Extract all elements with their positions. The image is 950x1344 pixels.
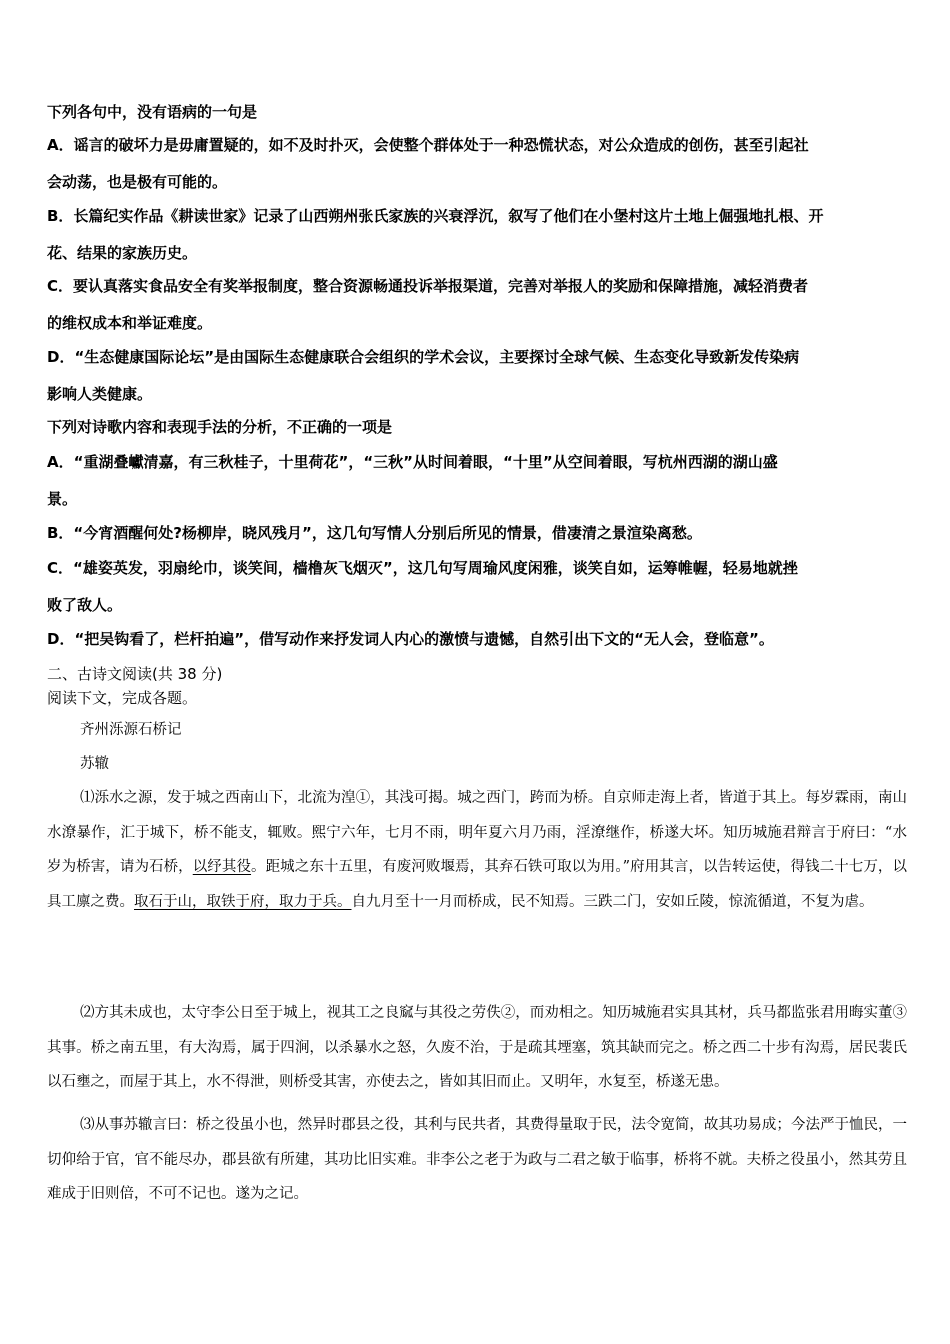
q1-option-b-line-1: B．长篇纪实作品《耕读世家》记录了山西朔州张氏家族的兴衰浮沉，叙写了他们在小堡村这片土地上倔强地扎根、开 xyxy=(47,207,824,225)
q2-option-b-line-1: B．“今宵酒醒何处?杨柳岸，晓风残月”，这几句写情人分别后所见的情景，借凄清之景渲染离愁。 xyxy=(47,524,702,542)
q2-option-c-line-2: 败了敌人。 xyxy=(47,596,123,614)
reading-instruction: 阅读下文，完成各题。 xyxy=(47,689,198,707)
q2-option-c-line-1: C．“雄姿英发，羽扇纶巾，谈笑间，樯橹灰飞烟灭”，这几句写周瑜风度闲雅，谈笑自如，运筹帷幄，轻易地就挫 xyxy=(47,559,798,577)
q1-option-d-line-1: D．“生态健康国际论坛”是由国际生态健康联合会组织的学术会议，主要探讨全球气候、生态变化导致新发传染病 xyxy=(47,348,800,366)
underlined-phrase-1: 以纾其役 xyxy=(192,859,252,875)
passage-paragraph-2: ⑵方其未成也，太守李公日至于城上，视其工之良窳与其役之劳佚②，而劝相之。知历城施君实具其材，兵马都监张君用晦实董③其事。桥之南五里，有大沟焉，属于四涧，以杀暴水之怒，久废不治，于是疏其堙塞，筑其缺而完之。桥之西二十步有沟焉，居民裴氏以石壅之，而屋于其上，水不得泄，则桥受其害，亦使去之，皆如其旧而止。又明年，水复至，桥遂无患。 xyxy=(47,1005,907,1090)
q1-option-d-line-2: 影响人类健康。 xyxy=(47,385,153,403)
q1-option-b-line-2: 花、结果的家族历史。 xyxy=(47,244,198,262)
q2-option-d-line-1: D．“把吴钩看了，栏杆拍遍”，借写动作来抒发词人内心的激愤与遗憾，自然引出下文的“无人会，登临意”。 xyxy=(47,630,774,648)
passage-paragraph-3: ⑶从事苏辙言曰：桥之役虽小也，然异时郡县之役，其利与民共者，其费得量取于民，法令宽简，故其功易成；今法严于恤民，一切仰给于官，官不能尽办，郡县欲有所建，其功比旧实难。非李公之老于为政与二君之敏于临事，桥将不就。夫桥之役虽小，然其劳且难成于旧则倍，不可不记也。遂为之记。 xyxy=(47,1117,907,1202)
question-2-stem: 下列对诗歌内容和表现手法的分析，不正确的一项是 xyxy=(47,418,393,436)
q1-option-c-line-1: C．要认真落实食品安全有奖举报制度，整合资源畅通投诉举报渠道，完善对举报人的奖励和保障措施，减轻消费者 xyxy=(47,277,809,295)
q2-option-a-line-2: 景。 xyxy=(47,490,78,508)
q1-option-c-line-2: 的维权成本和举证难度。 xyxy=(47,314,213,332)
passage-author: 苏辙 xyxy=(80,756,109,772)
question-1-stem: 下列各句中，没有语病的一句是 xyxy=(47,103,258,121)
underlined-phrase-2: 取石于山，取铁于府，取力于兵。 xyxy=(134,893,352,910)
passage-paragraph-1: ⑴泺水之源，发于城之西南山下，北流为湟①，其浅可揭。城之西门，跨而为桥。自京师走海上者，皆道于其上。每岁霖雨，南山水潦暴作，汇于城下，桥不能支，辄败。熙宁六年，七月不雨，明年夏六月乃雨，淫潦继作，桥遂大坏。知历城施君辩言于府曰：“水岁为桥害，请为石桥，以纾其役。距城之东十五里，有废河败堰焉，其弃石铁可取以为用。”府用其言，以告转运使，得钱二十七万，以具工廪之费。取石于山，取铁于府，取力于兵。自九月至十一月而桥成，民不知焉。三跌二门，安如丘陵，惊流循道，不复为虐。 xyxy=(47,790,907,910)
passage-title: 齐州泺源石桥记 xyxy=(80,722,182,738)
q1-option-a-line-2: 会动荡，也是极有可能的。 xyxy=(47,173,228,191)
q1-option-a-line-1: A．谣言的破坏力是毋庸置疑的，如不及时扑灭，会使整个群体处于一种恐慌状态，对公众造成的创伤，甚至引起社 xyxy=(47,136,809,154)
q2-option-a-line-1: A．“重湖叠巘清嘉，有三秋桂子，十里荷花”，“三秋”从时间着眼，“十里”从空间着眼，写杭州西湖的湖山盛 xyxy=(47,453,778,471)
section-heading: 二、古诗文阅读(共 38 分) xyxy=(47,665,223,683)
